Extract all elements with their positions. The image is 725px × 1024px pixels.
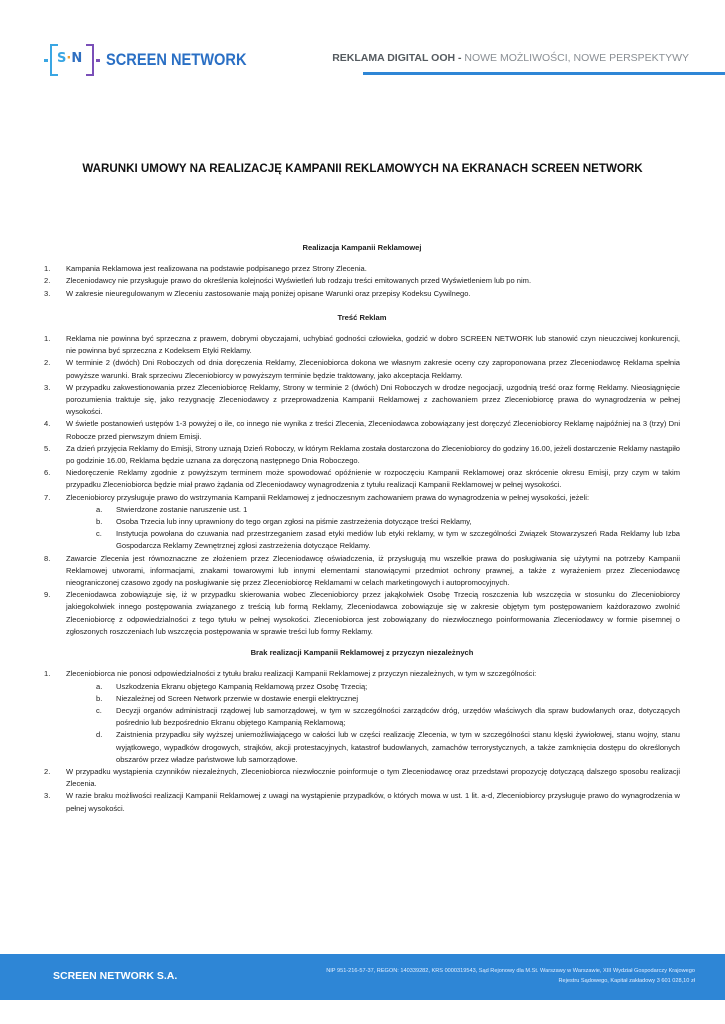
logo-mark-icon bbox=[44, 44, 96, 76]
clause-text: Za dzień przyjęcia Reklamy do Emisji, Strony uznają Dzień Roboczy, w którym Reklama została dostarczona do Zleceniobiorcy do godziny 16.00, jeżeli dostarczenie Reklamy nastąpiło po godzinie 16.00, Reklama będzie uznana za doręczoną następnego Dnia Roboczego. bbox=[66, 443, 680, 466]
page-header bbox=[0, 0, 725, 90]
subclause-letter: b. bbox=[96, 517, 103, 527]
subclause-text: Osoba Trzecia lub inny uprawniony do tego organ zgłosi na piśmie zastrzeżenia dotyczące treści Reklamy, bbox=[116, 517, 472, 527]
document-title: WARUNKI UMOWY NA REALIZACJĘ KAMPANII REKLAMOWYCH NA EKRANACH SCREEN NETWORK bbox=[82, 162, 643, 175]
clause-number: 1. bbox=[44, 669, 51, 679]
footer-company-name: SCREEN NETWORK S.A. bbox=[53, 970, 178, 982]
subclause-letter: d. bbox=[96, 730, 103, 740]
clause-text: Reklama nie powinna być sprzeczna z prawem, dobrymi obyczajami, uchybiać godności człowieka, godzić w dobro SCREEN NETWORK lub stanowić czyn nieuczciwej konkurencji, nie powinna być sprzeczna z Kodeksem Etyki Reklamy. bbox=[66, 334, 680, 356]
clause-number: 2. bbox=[44, 358, 51, 368]
clause-number: 9. bbox=[44, 590, 51, 600]
section-2 bbox=[44, 312, 680, 638]
clause-item bbox=[44, 467, 680, 491]
clause-text: Zleceniodawcy nie przysługuje prawo do określenia kolejności Wyświetleń lub rodzaju treści emitowanych przed Wyświetleniem lub po nim. bbox=[66, 276, 532, 286]
clause-number: 3. bbox=[44, 791, 51, 801]
clause-item bbox=[44, 553, 680, 590]
subclause-text: Stwierdzone zostanie naruszenie ust. 1 bbox=[116, 504, 248, 514]
clause-item bbox=[44, 668, 680, 680]
clause-item bbox=[44, 263, 680, 275]
footer-legal-line-1: NIP 951-216-57-37, REGON: 140339282, KRS 0000319543, Sąd Rejonowy dla M.St. Warszawy w Warszawie, XIII Wydział Gospodarczy Krajowego bbox=[326, 968, 695, 974]
subclause-item bbox=[44, 516, 680, 528]
section-heading: Treść Reklam bbox=[337, 312, 387, 322]
subclause-item bbox=[44, 729, 680, 766]
subclause-letter: a. bbox=[96, 681, 103, 691]
subclause-item bbox=[44, 528, 680, 552]
clause-number: 1. bbox=[44, 264, 51, 274]
clause-number: 3. bbox=[44, 288, 51, 298]
logo-mark-s: S bbox=[57, 51, 67, 66]
clause-number: 6. bbox=[44, 468, 51, 478]
screen-network-logo bbox=[44, 44, 269, 76]
clause-number: 1. bbox=[44, 334, 51, 344]
subclause-text: Uszkodzenia Ekranu objętego Kampanią Reklamową przez Osobę Trzecią; bbox=[116, 681, 368, 691]
clause-item bbox=[44, 492, 680, 504]
clause-text: Zleceniobiorcy przysługuje prawo do wstrzymania Kampanii Reklamowej z jednoczesnym zachowaniem prawa do wynagrodzenia w pełnej wysokości, jeżeli: bbox=[66, 492, 590, 502]
clause-number: 5. bbox=[44, 443, 51, 453]
clause-text: W przypadku zakwestionowania przez Zleceniobiorcę Reklamy, Strony w terminie 2 (dwóch) Dni Roboczych w drodze negocjacji, uzgodnią treść oraz formę Reklamy. Nieosiągnięcie porozumienia traktuje się, jako rezygnację Zleceniodawcy z przeprowadzenia Kampanii Reklamowej z zachowaniem przez Zleceniobiorcę prawa do wynagrodzenia w pełnej wysokości. bbox=[66, 382, 680, 417]
clause-item bbox=[44, 790, 680, 814]
subclause-item bbox=[44, 504, 680, 516]
clause-text: Kampania Reklamowa jest realizowana na podstawie podpisanego przez Strony Zlecenia. bbox=[66, 264, 367, 274]
tagline-rest: NOWE MOŻLIWOŚCI, NOWE PERSPEKTYWY bbox=[461, 52, 689, 64]
logo-wordmark: SCREEN NETWORK bbox=[106, 50, 247, 69]
clause-item bbox=[44, 443, 680, 467]
clause-number: 8. bbox=[44, 553, 51, 563]
clause-number: 7. bbox=[44, 492, 51, 502]
section-1 bbox=[44, 242, 680, 300]
clause-text: W razie braku możliwości realizacji Kampanii Reklamowej z uwagi na wystąpienie przypadków, o których mowa w ust. 1 lit. a-d, Zleceniobiorcy przysługuje prawo do wynagrodzenia w pełnej wysokości. bbox=[66, 791, 680, 813]
clause-item bbox=[44, 418, 680, 442]
subclause-letter: a. bbox=[96, 504, 103, 514]
subclause-text: Niezależnej od Screen Network przerwie w dostawie energii elektrycznej bbox=[116, 693, 359, 703]
clause-text: Zleceniobiorca nie ponosi odpowiedzialności z tytułu braku realizacji Kampanii Reklamowej z przyczyn niezależnych, w tym w szczególności: bbox=[66, 669, 537, 679]
clause-text: W zakresie nieuregulowanym w Zleceniu zastosowanie mają poniżej opisane Warunki oraz przepisy Kodeksu Cywilnego. bbox=[66, 288, 471, 298]
logo-mark-dot: · bbox=[66, 51, 72, 66]
header-tagline bbox=[332, 52, 689, 64]
footer-legal-info bbox=[275, 967, 695, 986]
header-divider bbox=[363, 72, 725, 75]
footer-legal-line-2: Rejestru Sądowego, Kapitał zakładowy 3 601 028,10 zł bbox=[558, 977, 695, 984]
section-heading: Realizacja Kampanii Reklamowej bbox=[302, 243, 422, 252]
subclause-text: Decyzji organów administracji rządowej lub samorządowej, w tym w szczególności zarządców dróg, urzędów właściwych dla spraw budowlanych oraz, dotyczących pośrednio lub bezpośrednio Ekranu objętego Kampanią Reklamową; bbox=[116, 705, 680, 728]
clause-item bbox=[44, 275, 680, 287]
clause-text: W terminie 2 (dwóch) Dni Roboczych od dnia doręczenia Reklamy, Zleceniobiorca dokona we własnym zakresie oceny czy zaproponowana przez Zleceniodawcę Reklama spełnia powyższe warunki. Brak sprzeciwu Zleceniobiorcy w powyższym terminie będzie traktowany, jako akceptacja Reklamy. bbox=[66, 358, 680, 380]
subclause-letter: c. bbox=[96, 529, 102, 539]
document-body bbox=[44, 242, 680, 824]
clause-text: Zleceniodawca zobowiązuje się, iż w przypadku skierowania wobec Zleceniobiorcy przez jakąkolwiek Osobę Trzecią roszczenia lub wszczęcia w stosunku do Zleceniobiorcy jakiegokolwiek innego postępowania związanego z treścią lub formą Reklamy, Zleceniodawca zobowiązuje się w zakresie objętym tym postępowaniem każdorazowo zwolnić Zleceniobiorcę z odpowiedzialności z tego tytułu w pełnej wysokości. Zleceniobiorca jest zobowiązany do niezwłocznego poinformowania Zleceniodawcy w formie pisemnej o zgłoszonych roszczeniach lub wszczęcia postępowania w sprawie treści lub formy Reklamy. bbox=[66, 590, 680, 636]
clause-number: 4. bbox=[44, 419, 51, 429]
clause-number: 2. bbox=[44, 766, 51, 776]
subclause-letter: c. bbox=[96, 705, 102, 715]
logo-mark-n: N bbox=[71, 51, 83, 66]
subclause-item bbox=[44, 705, 680, 729]
clause-item bbox=[44, 766, 680, 790]
clause-item bbox=[44, 357, 680, 381]
subclause-item bbox=[44, 681, 680, 693]
clause-text: Zawarcie Zlecenia jest równoznaczne ze złożeniem przez Zleceniodawcę oświadczenia, iż przysługują mu wszelkie prawa do posługiwania się użytymi na potrzeby Kampanii Reklamowej utworami, informacjami, znakami towarowymi lub innymi elementami stanowiącymi przedmiot ochrony prawnej, a także z wyrażeniem przez Zleceniodawcę nieograniczonej czasowo zgody na posługiwanie się przez Zleceniobiorcę Reklamami w celach marketingowych i autopromocyjnych. bbox=[66, 553, 680, 588]
section-3 bbox=[44, 647, 680, 815]
clause-number: 3. bbox=[44, 382, 51, 392]
page-footer bbox=[0, 954, 725, 1000]
clause-text: W przypadku wystąpienia czynników niezależnych, Zleceniobiorca niezwłocznie poinformuje o tym Zleceniodawcę oraz przedstawi propozycję dotyczącą dalszego sposobu realizacji Zlecenia. bbox=[66, 766, 680, 789]
subclause-text: Zaistnienia przypadku siły wyższej uniemożliwiającego w całości lub w części realizację Zlecenia, w tym w szczególności stanu klęski żywiołowej, stanu wojny, stanu wyjątkowego, wypadków drogowych, strajków, akcji protestacyjnych, katastrof budowlanych, zamachów terrorystycznych, a także zamknięcia dostępu do określonych obszarów przez władze państwowe lub samorządowe. bbox=[116, 730, 680, 764]
clause-item bbox=[44, 333, 680, 357]
clause-item bbox=[44, 589, 680, 638]
subclause-letter: b. bbox=[96, 693, 103, 703]
clause-number: 2. bbox=[44, 276, 51, 286]
subclause-text: Instytucja powołana do czuwania nad przestrzeganiem zasad etyki mediów lub etyki reklamy, w tym w szczególności Związek Stowarzyszeń Rada Reklamy lub Izba Gospodarcza Reklamy Zewnętrznej zgłosi zastrzeżenia dotyczące Reklamy. bbox=[116, 529, 680, 551]
clause-text: Niedoręczenie Reklamy zgodnie z powyższym terminem może spowodować opóźnienie w rozpoczęciu Kampanii Reklamowej oraz skrócenie okresu Emisji, przy czym w takim przypadku Zleceniobiorca będzie miał prawo żądania od Zleceniodawcy wynagrodzenia z tytułu realizacji Kampanii Reklamowej w pełnej wysokości. bbox=[66, 468, 680, 490]
subclause-item bbox=[44, 693, 680, 705]
clause-item bbox=[44, 382, 680, 419]
clause-item bbox=[44, 288, 680, 300]
tagline-bold: REKLAMA DIGITAL OOH - bbox=[332, 52, 462, 64]
section-heading: Brak realizacji Kampanii Reklamowej z przyczyn niezależnych bbox=[250, 648, 474, 658]
clause-text: W świetle postanowień ustępów 1-3 powyżej o ile, co innego nie wynika z treści Zlecenia, Zleceniodawca zobowiązany jest doręczyć Zleceniobiorcy Reklamę najpóźniej na 3 (trzy) Dni Robocze przed pierwszym dniem Emisji. bbox=[66, 419, 680, 441]
